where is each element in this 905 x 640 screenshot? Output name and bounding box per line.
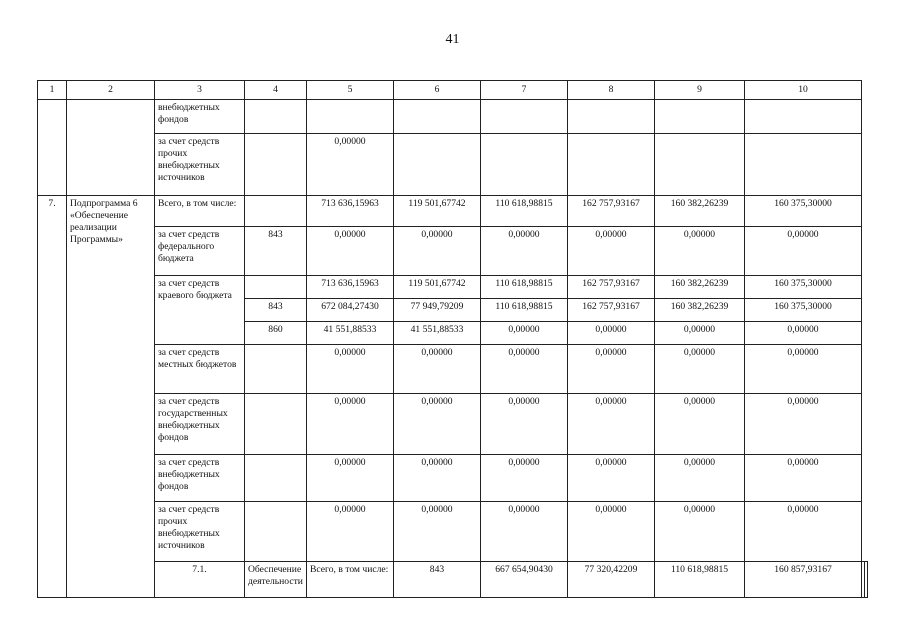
value-cell: 160 382,26239 bbox=[655, 276, 745, 299]
table-cell bbox=[481, 134, 568, 196]
value-cell: 160 382,26239 bbox=[655, 299, 745, 322]
funding-source-label: за счет средств прочих внебюджетных источников bbox=[155, 502, 245, 562]
column-header: 6 bbox=[394, 81, 481, 100]
value-cell: 0,00000 bbox=[745, 394, 862, 455]
row-number: 7. bbox=[38, 196, 67, 598]
value-cell: 0,00000 bbox=[307, 502, 394, 562]
value-cell: 0,00000 bbox=[394, 394, 481, 455]
value-cell: 0,00000 bbox=[745, 455, 862, 502]
funding-source-label: за счет средств внебюджетных фондов bbox=[155, 455, 245, 502]
program-name: Обеспечение деятельности bbox=[245, 562, 307, 598]
column-header: 3 bbox=[155, 81, 245, 100]
value-cell: 713 636,15963 bbox=[307, 276, 394, 299]
funding-source-label: за счет средств краевого бюджета bbox=[155, 276, 245, 345]
value-cell: 110 618,98815 bbox=[481, 299, 568, 322]
value-cell: 0,00000 bbox=[394, 455, 481, 502]
value-cell: 0,00000 bbox=[307, 134, 394, 196]
value-cell: 160 857,93167 bbox=[745, 562, 862, 598]
value-cell: 110 618,98815 bbox=[481, 276, 568, 299]
value-cell: 162 757,93167 bbox=[568, 196, 655, 227]
value-cell: 0,00000 bbox=[394, 345, 481, 394]
value-cell: 162 757,93167 bbox=[568, 299, 655, 322]
value-cell: 160 382,26239 bbox=[655, 196, 745, 227]
column-header: 9 bbox=[655, 81, 745, 100]
table-cell bbox=[245, 276, 307, 299]
value-cell bbox=[865, 562, 868, 598]
table-cell bbox=[307, 100, 394, 134]
table-cell bbox=[655, 134, 745, 196]
column-header: 10 bbox=[745, 81, 862, 100]
table-cell bbox=[568, 134, 655, 196]
table-cell bbox=[481, 100, 568, 134]
table-cell bbox=[245, 100, 307, 134]
funding-source-label: за счет средств прочих внебюджетных источников bbox=[155, 134, 245, 196]
value-cell: 0,00000 bbox=[481, 345, 568, 394]
funding-source-label: за счет средств федерального бюджета bbox=[155, 227, 245, 276]
table-row bbox=[38, 345, 868, 394]
value-cell: 160 375,30000 bbox=[745, 299, 862, 322]
value-cell: 0,00000 bbox=[745, 345, 862, 394]
value-cell: 0,00000 bbox=[568, 322, 655, 345]
table-cell bbox=[245, 502, 307, 562]
code-cell: 843 bbox=[245, 227, 307, 276]
value-cell: 0,00000 bbox=[655, 345, 745, 394]
value-cell: 0,00000 bbox=[568, 394, 655, 455]
table-cell bbox=[245, 394, 307, 455]
value-cell: 0,00000 bbox=[481, 455, 568, 502]
table-cell bbox=[67, 100, 155, 196]
value-cell: 0,00000 bbox=[481, 502, 568, 562]
table-row bbox=[38, 455, 868, 502]
value-cell: 0,00000 bbox=[655, 502, 745, 562]
table-row bbox=[38, 100, 868, 134]
table-row bbox=[38, 196, 868, 227]
table-row bbox=[38, 502, 868, 562]
value-cell: 672 084,27430 bbox=[307, 299, 394, 322]
value-cell: 0,00000 bbox=[655, 455, 745, 502]
program-name: Подпрограмма 6 «Обеспечение реализации Программы» bbox=[67, 196, 155, 598]
row-number: 7.1. bbox=[155, 562, 245, 598]
value-cell: 0,00000 bbox=[307, 227, 394, 276]
column-header: 4 bbox=[245, 81, 307, 100]
column-header: 5 bbox=[307, 81, 394, 100]
value-cell: 0,00000 bbox=[394, 227, 481, 276]
value-cell: 0,00000 bbox=[481, 227, 568, 276]
table-cell bbox=[245, 455, 307, 502]
value-cell: 0,00000 bbox=[745, 502, 862, 562]
column-header: 2 bbox=[67, 81, 155, 100]
code-cell: 860 bbox=[245, 322, 307, 345]
table-cell bbox=[245, 345, 307, 394]
page-number: 41 bbox=[445, 32, 460, 47]
value-cell: 119 501,67742 bbox=[394, 196, 481, 227]
header-row bbox=[38, 81, 868, 100]
value-cell: 0,00000 bbox=[394, 502, 481, 562]
value-cell: 0,00000 bbox=[307, 394, 394, 455]
table-row bbox=[38, 227, 868, 276]
code-cell: 843 bbox=[245, 299, 307, 322]
value-cell: 667 654,90430 bbox=[481, 562, 568, 598]
table-cell bbox=[655, 100, 745, 134]
column-header: 7 bbox=[481, 81, 568, 100]
value-cell: 77 949,79209 bbox=[394, 299, 481, 322]
funding-source-label: внебюджетных фондов bbox=[155, 100, 245, 134]
budget-table bbox=[37, 80, 868, 598]
funding-source-label: Всего, в том числе: bbox=[307, 562, 394, 598]
value-cell: 41 551,88533 bbox=[394, 322, 481, 345]
value-cell: 160 375,30000 bbox=[745, 276, 862, 299]
value-cell: 0,00000 bbox=[568, 455, 655, 502]
table-cell bbox=[245, 134, 307, 196]
value-cell: 713 636,15963 bbox=[307, 196, 394, 227]
table-cell bbox=[245, 196, 307, 227]
table-cell bbox=[745, 100, 862, 134]
table-cell bbox=[394, 100, 481, 134]
table-row bbox=[38, 394, 868, 455]
value-cell: 0,00000 bbox=[307, 345, 394, 394]
value-cell: 110 618,98815 bbox=[655, 562, 745, 598]
funding-source-label: Всего, в том числе: bbox=[155, 196, 245, 227]
value-cell: 0,00000 bbox=[481, 394, 568, 455]
value-cell: 41 551,88533 bbox=[307, 322, 394, 345]
value-cell: 77 320,42209 bbox=[568, 562, 655, 598]
value-cell: 0,00000 bbox=[745, 227, 862, 276]
value-cell: 0,00000 bbox=[655, 394, 745, 455]
table-cell bbox=[394, 134, 481, 196]
value-cell: 0,00000 bbox=[655, 227, 745, 276]
funding-source-label: за счет средств государственных внебюджетных фондов bbox=[155, 394, 245, 455]
table-cell bbox=[568, 100, 655, 134]
funding-source-label: за счет средств местных бюджетов bbox=[155, 345, 245, 394]
value-cell: 0,00000 bbox=[655, 322, 745, 345]
value-cell: 0,00000 bbox=[568, 345, 655, 394]
value-cell: 160 375,30000 bbox=[745, 196, 862, 227]
column-header: 8 bbox=[568, 81, 655, 100]
table-row bbox=[38, 276, 868, 299]
value-cell: 119 501,67742 bbox=[394, 276, 481, 299]
column-header: 1 bbox=[38, 81, 67, 100]
table-cell bbox=[38, 100, 67, 196]
value-cell: 162 757,93167 bbox=[568, 276, 655, 299]
value-cell: 0,00000 bbox=[568, 502, 655, 562]
value-cell: 0,00000 bbox=[481, 322, 568, 345]
table-row bbox=[38, 562, 868, 598]
value-cell: 0,00000 bbox=[307, 455, 394, 502]
value-cell: 0,00000 bbox=[568, 227, 655, 276]
table-row bbox=[38, 134, 868, 196]
table-cell bbox=[745, 134, 862, 196]
code-cell: 843 bbox=[394, 562, 481, 598]
value-cell: 110 618,98815 bbox=[481, 196, 568, 227]
value-cell: 0,00000 bbox=[745, 322, 862, 345]
